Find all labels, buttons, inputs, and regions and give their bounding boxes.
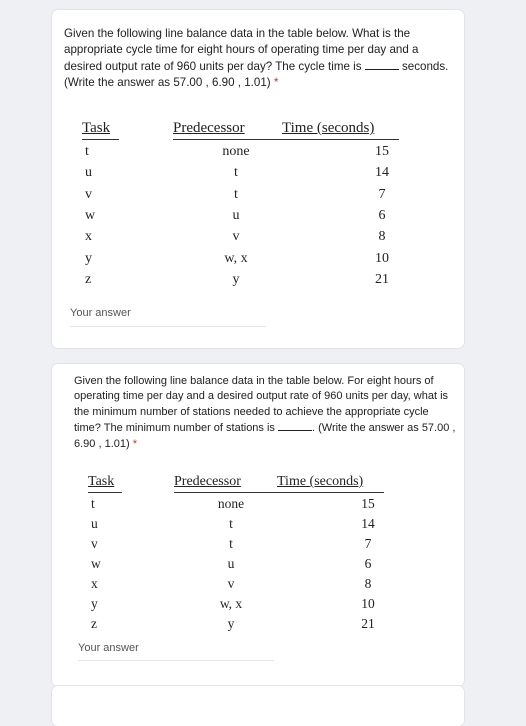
task-cell: y (91, 596, 98, 611)
header-underline (82, 139, 119, 140)
predecessor-cell: v (227, 576, 235, 591)
task-cell: t (85, 144, 89, 159)
column-header-task: Task (88, 474, 115, 489)
answer-input[interactable]: Your answer (70, 307, 131, 319)
time-cell: 8 (364, 576, 372, 591)
predecessor-cell: t (234, 165, 238, 181)
predecessor-cell: t (229, 516, 233, 531)
column-header-predecessor: Predecessor (174, 474, 241, 489)
answer-blank (278, 420, 312, 431)
task-cell: u (91, 516, 98, 531)
time-cell: 6 (364, 556, 372, 571)
task-cell: y (85, 250, 92, 266)
column-header-time: Time (seconds) (277, 474, 364, 489)
time-cell: 7 (364, 536, 372, 551)
predecessor-cell: y (227, 616, 235, 631)
time-cell: 7 (378, 186, 386, 202)
task-cell: z (91, 616, 97, 631)
task-cell: u (85, 165, 92, 181)
answer-underline (78, 660, 274, 661)
required-asterisk: * (132, 437, 137, 450)
time-cell: 15 (361, 496, 375, 511)
time-cell: 21 (361, 616, 375, 631)
header-underline (174, 492, 384, 493)
task-cell: x (91, 576, 98, 591)
column-header-predecessor: Predecessor (173, 120, 245, 136)
header-underline (173, 139, 399, 140)
required-asterisk: * (273, 76, 279, 90)
question-card-cycle-time (52, 10, 464, 348)
task-cell: v (91, 536, 98, 551)
question-card-min-stations (52, 364, 464, 686)
column-header-time: Time (seconds) (282, 120, 375, 136)
predecessor-cell: v (232, 229, 240, 245)
question-text: Given the following line balance data in the table below. What is the appropriate cycle time for eight hours of operating time per day and a desired output rate of 960 units per day? The cycle time is seconds. (Write the answer as 57.00 , 6.90 , 1.01) * (64, 27, 449, 90)
time-cell: 14 (361, 516, 375, 531)
task-cell: w (85, 207, 96, 223)
predecessor-cell: none (222, 144, 250, 159)
time-cell: 15 (375, 144, 389, 159)
line-balance-table (88, 474, 418, 634)
column-header-task: Task (82, 120, 111, 136)
predecessor-cell: none (217, 496, 245, 511)
predecessor-cell: t (229, 536, 233, 551)
predecessor-cell: w, x (219, 596, 243, 611)
task-cell: w (91, 556, 101, 571)
predecessor-cell: t (234, 186, 238, 202)
time-cell: 10 (375, 250, 389, 266)
next-question-card (52, 686, 464, 726)
answer-input[interactable]: Your answer (78, 642, 139, 654)
task-cell: v (85, 186, 92, 202)
predecessor-cell: u (227, 556, 235, 571)
question-text: Given the following line balance data in the table below. For eight hours of operating time per day and a desired output rate of 960 units per day, what is the minimum number of stations needed to achieve the appropriate cycle time? The minimum number of stations is . (Write the answer as 57.00 , 6.90 , 1.01) * (74, 375, 456, 450)
header-underline (88, 492, 122, 493)
time-cell: 8 (378, 229, 386, 245)
task-cell: t (91, 496, 95, 511)
time-cell: 14 (375, 165, 389, 181)
time-cell: 6 (378, 207, 386, 223)
predecessor-cell: u (232, 207, 240, 223)
task-cell: x (85, 229, 92, 245)
task-cell: z (85, 271, 92, 287)
time-cell: 21 (375, 271, 389, 287)
answer-blank (365, 59, 399, 70)
time-cell: 10 (361, 596, 375, 611)
answer-underline (70, 326, 266, 327)
line-balance-table (82, 120, 412, 295)
predecessor-cell: w, x (224, 250, 248, 266)
predecessor-cell: y (232, 271, 240, 287)
